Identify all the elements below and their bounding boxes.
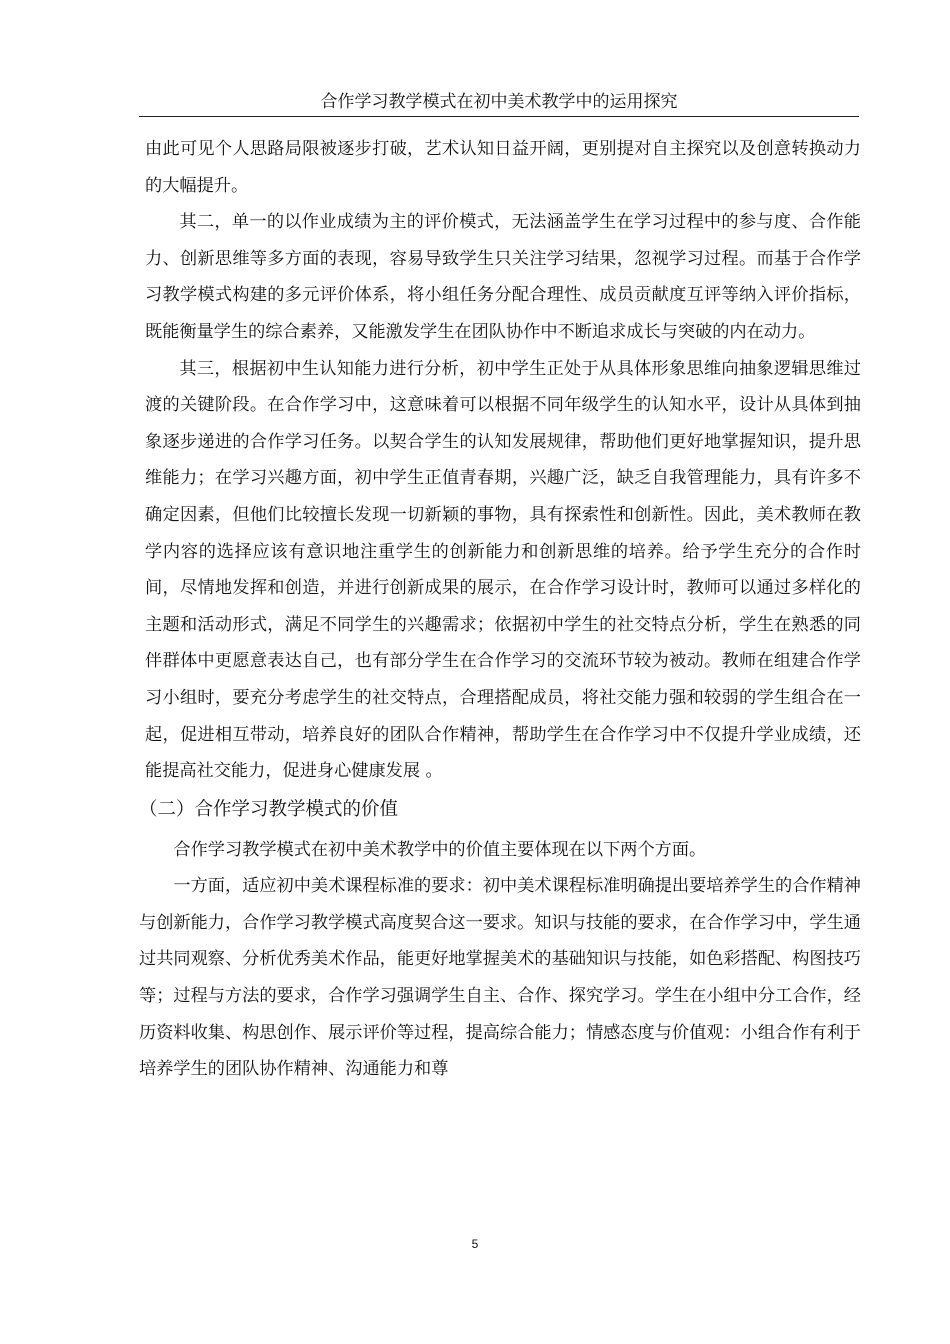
paragraph-third-point: 其三，根据初中生认知能力进行分析，初中学生正处于从具体形象思维向抽象逻辑思维过渡的关键阶段。在合作学习中，这意味着可以根据不同年级学生的认知水平，设计从具体到抽象逐步递进的合作学习任务。以契合学生的认知发展规律，帮助他们更好地掌握知识，提升思维能力；在学习兴趣方面，初中学生正值青春期，兴趣广泛，缺乏自我管理能力，具有许多不确定因素，但他们比较擅长发现一切新颖的事物，具有探索性和创新性。因此，美术教师在教学内容的选择应该有意识地注重学生的创新能力和创新思维的培养。给予学生充分的合作时间，尽情地发挥和创造，并进行创新成果的展示，在合作学习设计时，教师可以通过多样化的主题和活动形式，满足不同学生的兴趣需求；依据初中学生的社交特点分析，学生在熟悉的同伴群体中更愿意表达自己，也有部分学生在合作学习的交流环节较为被动。教师在组建合作学习小组时，要充分考虑学生的社交特点，合理搭配成员，将社交能力强和较弱的学生组合在一起，促进相互带动，培养良好的团队合作精神，帮助学生在合作学习中不仅提升学业成绩，还能提高社交能力，促进身心健康发展 。 xyxy=(145,358,861,782)
section-heading: （二）合作学习教学模式的价值 xyxy=(139,798,399,820)
paragraph-second-point: 其二，单一的以作业成绩为主的评价模式，无法涵盖学生在学习过程中的参与度、合作能力、创新思维等多方面的表现，容易导致学生只关注学习结果，忽视学习过程。而基于合作学习教学模式构建的多元评价体系，将小组任务分配合理性、成员贡献度互评等纳入评价指标，既能衡量学生的综合素养，又能激发学生在团队协作中不断追求成长与突破的内在动力。 xyxy=(145,212,861,342)
document-body xyxy=(139,131,861,1088)
page-number: 5 xyxy=(471,1237,479,1251)
paragraph-group-top xyxy=(139,131,861,790)
paragraph-value-first-aspect: 一方面，适应初中美术课程标准的要求：初中美术课程标准明确提出要培养学生的合作精神与创新能力，合作学习教学模式高度契合这一要求。知识与技能的要求，在合作学习中，学生通过共同观察、分析优秀美术作品，能更好地掌握美术的基础知识与技能，如色彩搭配、构图技巧等；过程与方法的要求，合作学习强调学生自主、合作、探究学习。学生在小组中分工合作，经历资料收集、构思创作、展示评价等过程，提高综合能力；情感态度与价值观：小组合作有利于培养学生的团队协作精神、沟通能力和尊 xyxy=(139,876,861,1080)
paragraph-value-intro: 合作学习教学模式在初中美术教学中的价值主要体现在以下两个方面。 xyxy=(173,839,707,860)
running-header: 合作学习教学模式在初中美术教学中的运用探究 xyxy=(139,88,859,117)
paragraph-group-bottom xyxy=(139,832,861,1088)
paragraph-continuation: 由此可见个人思路局限被逐步打破，艺术认知日益开阔，更别提对自主探究以及创意转换动力的大幅提升。 xyxy=(145,139,861,196)
